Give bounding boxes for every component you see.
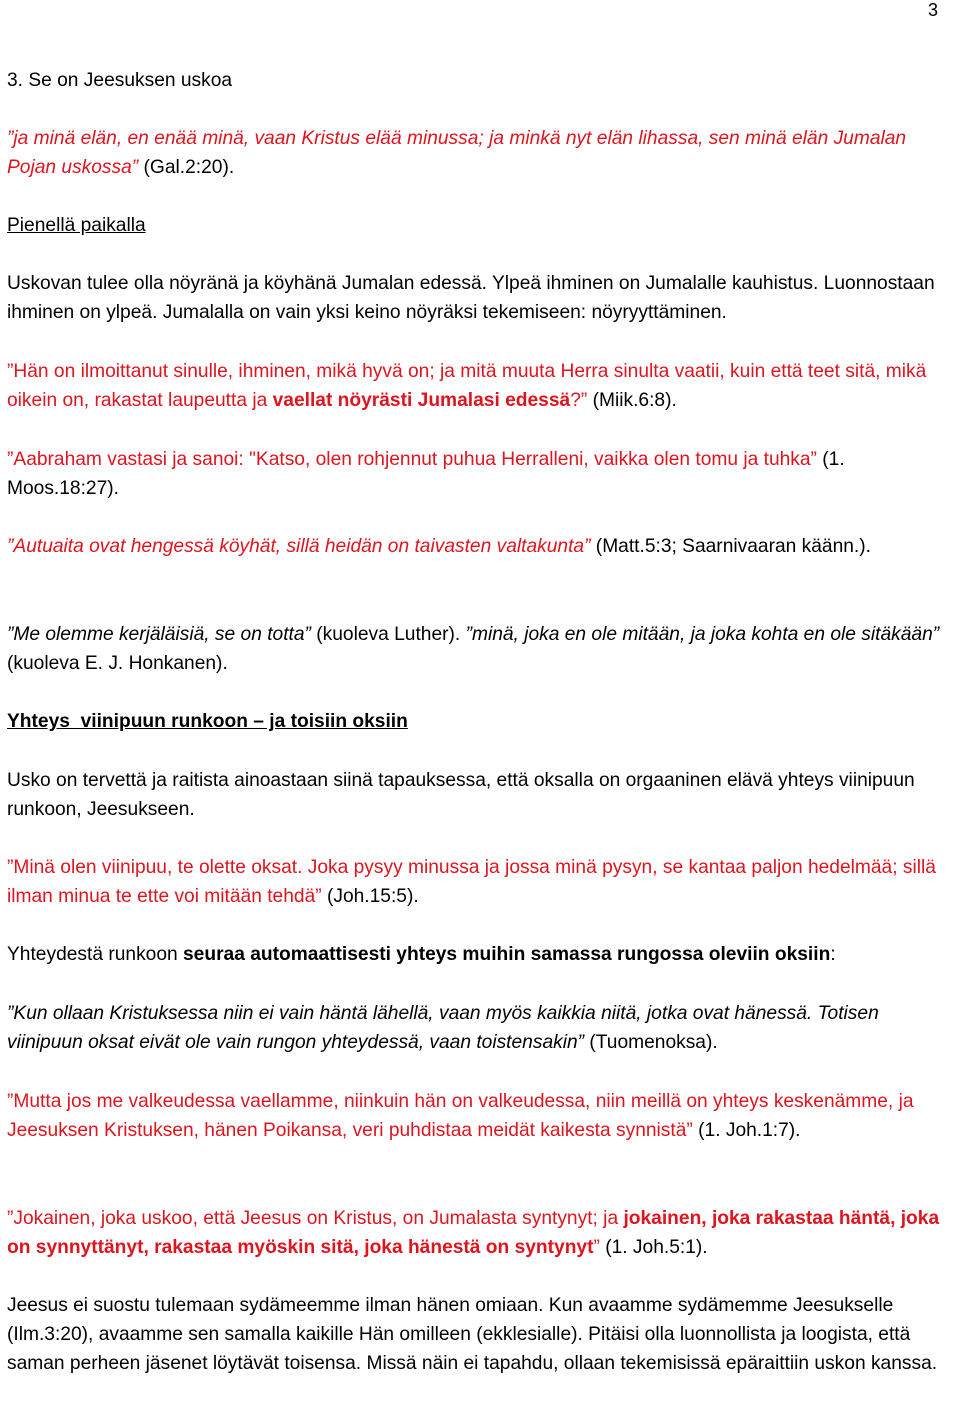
- subheading-text: Pienellä paikalla: [7, 215, 146, 236]
- page-number: 3: [927, 0, 938, 20]
- quote-luther: ”Me olemme kerjäläisiä, se on totta”: [7, 624, 311, 645]
- reference: (1. Joh.1:7).: [692, 1120, 801, 1141]
- bible-quote-emphasis: vaellat nöyrästi Jumalasi edessä: [272, 390, 571, 411]
- paragraph-aabraham-quote: [7, 445, 952, 503]
- paragraph-luther-honkanen: [7, 620, 952, 678]
- paragraph-1joh1-quote: [7, 1087, 952, 1145]
- reference: (Gal.2:20).: [138, 157, 235, 178]
- reference: (1. Joh.5:1).: [599, 1237, 708, 1258]
- bible-quote: ”Mutta jos me valkeudessa vaellamme, niinkuin hän on valkeudessa, niin meillä on yhteys keskenämme, ja Jeesuksen Kristuksen, hänen Poikansa, veri puhdistaa meidät kaikesta synnistä”: [7, 1091, 914, 1141]
- bible-quote: ”Aabraham vastasi ja sanoi: "Katso, olen rohjennut puhua Herralleni, vaikka olen tomu ja tuhka”: [7, 449, 817, 470]
- subheading-yhteys: [7, 707, 952, 736]
- reference: (Miik.6:8).: [587, 390, 677, 411]
- reference: (Matt.5:3; Saarnivaaran käänn.).: [590, 536, 871, 557]
- reference-luther: (kuoleva Luther).: [310, 624, 466, 645]
- text: Yhteydestä runkoon: [7, 944, 184, 965]
- reference: (1. Moos.18:27).: [7, 449, 845, 499]
- paragraph-gal-quote: [7, 124, 952, 182]
- bible-quote-end: ?”: [570, 390, 588, 411]
- paragraph-usko-terve: Usko on tervettä ja raitista ainoastaan siinä tapauksessa, että oksalla on orgaaninen elävä yhteys viinipuun runkoon, Jeesukseen.: [7, 770, 915, 820]
- bible-quote: ”Hän on ilmoittanut sinulle, ihminen, mikä hyvä on; ja mitä muuta Herra sinulta vaatii, kuin että teet sitä, mikä oikein on, rakastat laupeutta ja: [7, 361, 927, 411]
- reference: (Joh.15:5).: [321, 886, 419, 907]
- text-end: :: [830, 944, 836, 965]
- section-heading-3: 3. Se on Jeesuksen uskoa: [7, 70, 233, 91]
- paragraph-matt-quote: [7, 532, 952, 561]
- paragraph-yhteydesta: [7, 940, 952, 969]
- paragraph-tuomenoksa-quote: [7, 999, 952, 1057]
- paragraph-1joh5-quote: [7, 1204, 952, 1262]
- subheading-text: Yhteys viinipuun runkoon – ja toisiin oksiin: [7, 711, 408, 732]
- bible-quote: ”Jokainen, joka uskoo, että Jeesus on Kristus, on Jumalasta syntynyt; ja: [7, 1208, 624, 1229]
- bible-quote-end: ”: [593, 1237, 600, 1258]
- reference-honkanen: (kuoleva E. J. Honkanen).: [7, 653, 228, 674]
- paragraph-miika-quote: [7, 357, 952, 415]
- paragraph-jeesus-sydan: Jeesus ei suostu tulemaan sydämeemme ilman hänen omiaan. Kun avaamme sydämemme Jeesukselle (Ilm.3:20), avaamme sen samalla kaikille Hän omilleen (ekklesialle). Pitäisi olla luonnollista ja loogista, että saman perheen jäsenet löytävät toisensa. Missä näin ei tapahdu, ollaan tekemisissä epäraittiin uskon kanssa.: [7, 1295, 938, 1374]
- paragraph-noyryys: Uskovan tulee olla nöyränä ja köyhänä Jumalan edessä. Ylpeä ihminen on Jumalalle kauhistus. Luonnostaan ihminen on ylpeä. Jumalalla on vain yksi keino nöyräksi tekemiseen: nöyryyttäminen.: [7, 273, 935, 323]
- quote-honkanen: ”minä, joka en ole mitään, ja joka kohta en ole sitäkään”: [465, 624, 940, 645]
- subheading-pienella-paikalla: [7, 211, 952, 240]
- text-bold: seuraa automaattisesti yhteys muihin samassa rungossa oleviin oksiin: [183, 944, 831, 965]
- bible-quote: ”Minä olen viinipuu, te olette oksat. Joka pysyy minussa ja jossa minä pysyn, se kantaa paljon hedelmää; sillä ilman minua te ette voi mitään tehdä”: [7, 857, 936, 907]
- reference: (Tuomenoksa).: [584, 1032, 718, 1053]
- bible-quote: ”ja minä elän, en enää minä, vaan Kristus elää minussa; ja minkä nyt elän lihassa, sen minä elän Jumalan Pojan uskossa”: [7, 128, 907, 178]
- paragraph-joh15-quote: [7, 853, 952, 911]
- bible-quote: ”Autuaita ovat hengessä köyhät, sillä heidän on taivasten valtakunta”: [7, 536, 591, 557]
- quote: ”Kun ollaan Kristuksessa niin ei vain häntä lähellä, vaan myös kaikkia niitä, jotka ovat hänessä. Totisen viinipuun oksat eivät ole vain rungon yhteydessä, vaan toistensakin”: [7, 1003, 879, 1053]
- bible-quote-emphasis: jokainen, joka rakastaa häntä, joka on synnyttänyt, rakastaa myöskin sitä, joka hänestä on syntynyt: [7, 1208, 940, 1258]
